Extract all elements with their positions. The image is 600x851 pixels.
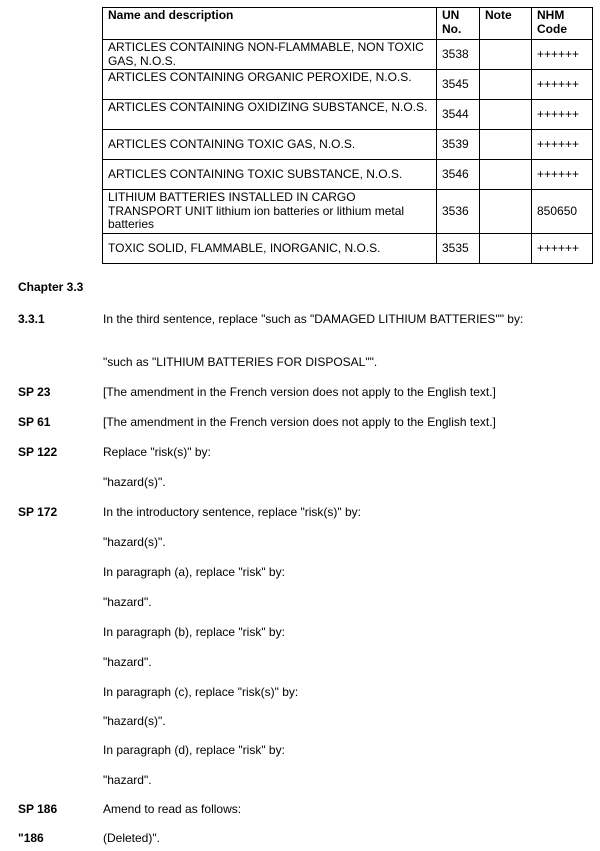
cell-un: 3536 — [437, 190, 480, 234]
cell-note — [480, 160, 532, 190]
entry-text: [The amendment in the French version does not apply to the English text.] — [103, 385, 496, 399]
entry-label: SP 172 — [18, 505, 58, 519]
cell-name: ARTICLES CONTAINING ORGANIC PEROXIDE, N.O.S. — [103, 70, 437, 100]
entry-text: (Deleted)". — [103, 831, 160, 845]
entry-text: "hazard(s)". — [103, 714, 166, 728]
cell-nhm: ++++++ — [532, 40, 593, 70]
cell-name: TOXIC SOLID, FLAMMABLE, INORGANIC, N.O.S. — [103, 234, 437, 264]
cell-un: 3539 — [437, 130, 480, 160]
entry-label: SP 61 — [18, 415, 51, 429]
cell-un: 3544 — [437, 100, 480, 130]
entry-text: "hazard(s)". — [103, 535, 166, 549]
cell-name: ARTICLES CONTAINING OXIDIZING SUBSTANCE, N.O.S. — [103, 100, 437, 130]
cell-un: 3546 — [437, 160, 480, 190]
cell-note — [480, 40, 532, 70]
table-row — [103, 70, 593, 100]
entry-text: In paragraph (a), replace "risk" by: — [103, 565, 285, 579]
entry-text: In paragraph (c), replace "risk(s)" by: — [103, 685, 299, 699]
cell-nhm: ++++++ — [532, 70, 593, 100]
chapter-heading: Chapter 3.3 — [18, 280, 84, 294]
entry-label: SP 122 — [18, 445, 58, 459]
entry-text: Replace "risk(s)" by: — [103, 445, 211, 459]
entry-text: "hazard". — [103, 655, 152, 669]
cell-note — [480, 130, 532, 160]
header-nhm: NHM Code — [532, 8, 593, 40]
entry-text: [The amendment in the French version does not apply to the English text.] — [103, 415, 496, 429]
table-row — [103, 190, 593, 234]
cell-nhm: ++++++ — [532, 234, 593, 264]
cell-nhm: ++++++ — [532, 100, 593, 130]
table-row — [103, 130, 593, 160]
entry-label: "186 — [18, 831, 44, 845]
entry-text: In the third sentence, replace "such as "DAMAGED LITHIUM BATTERIES"" by: — [103, 312, 524, 326]
entry-text: In the introductory sentence, replace "risk(s)" by: — [103, 505, 361, 519]
table-row — [103, 160, 593, 190]
entry-text: "hazard(s)". — [103, 475, 166, 489]
cell-un: 3535 — [437, 234, 480, 264]
cell-nhm: ++++++ — [532, 160, 593, 190]
cell-name: ARTICLES CONTAINING TOXIC SUBSTANCE, N.O.S. — [103, 160, 437, 190]
entry-text: "hazard". — [103, 773, 152, 787]
cell-nhm: 850650 — [532, 190, 593, 234]
table-row — [103, 234, 593, 264]
cell-un: 3545 — [437, 70, 480, 100]
cell-name: ARTICLES CONTAINING TOXIC GAS, N.O.S. — [103, 130, 437, 160]
entry-text: In paragraph (b), replace "risk" by: — [103, 625, 285, 639]
entry-text: Amend to read as follows: — [103, 802, 242, 816]
entry-label: SP 186 — [18, 802, 58, 816]
cell-note — [480, 100, 532, 130]
table-row — [103, 40, 593, 70]
cell-name: ARTICLES CONTAINING NON-FLAMMABLE, NON TOXIC GAS, N.O.S. — [103, 40, 437, 70]
entry-label: 3.3.1 — [18, 312, 45, 326]
cell-un: 3538 — [437, 40, 480, 70]
cell-name: LITHIUM BATTERIES INSTALLED IN CARGO TRANSPORT UNIT lithium ion batteries or lithium metal batteries — [103, 190, 437, 234]
cell-note — [480, 234, 532, 264]
dangerous-goods-table — [102, 7, 593, 264]
header-note: Note — [480, 8, 532, 40]
table-header-row — [103, 8, 593, 40]
cell-note — [480, 190, 532, 234]
header-name: Name and description — [103, 8, 437, 40]
cell-note — [480, 70, 532, 100]
table-row — [103, 100, 593, 130]
entry-text: "such as "LITHIUM BATTERIES FOR DISPOSAL"". — [103, 355, 378, 369]
entry-text: "hazard". — [103, 595, 152, 609]
entry-text: In paragraph (d), replace "risk" by: — [103, 743, 285, 757]
entry-label: SP 23 — [18, 385, 51, 399]
cell-nhm: ++++++ — [532, 130, 593, 160]
header-un: UN No. — [437, 8, 480, 40]
